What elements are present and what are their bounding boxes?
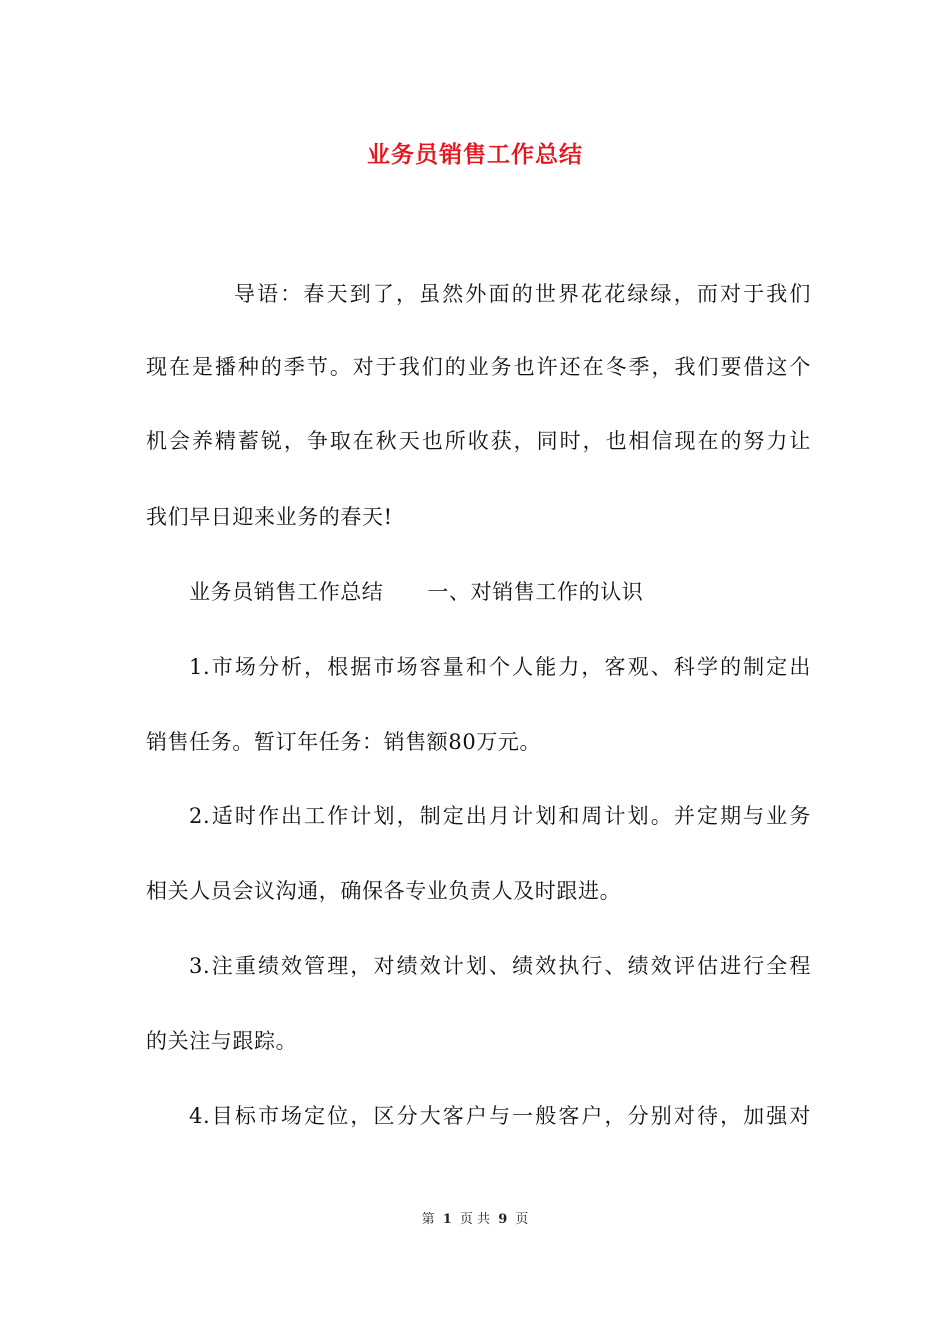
section-heading-left: 业务员销售工作总结 xyxy=(189,580,384,604)
paragraph-line: 现在是播种的季节。对于我们的业务也许还在冬季，我们要借这个 xyxy=(146,355,811,379)
paragraph-line: 2.适时作出工作计划，制定出月计划和周计划。并定期与业务 xyxy=(189,804,811,828)
footer-page-number: 1 xyxy=(442,1212,452,1227)
paragraph-line: 销售任务。暂订年任务：销售额80万元。 xyxy=(146,730,542,754)
footer-suffix: 页 xyxy=(515,1212,529,1227)
paragraph-line: 1.市场分析，根据市场容量和个人能力，客观、科学的制定出 xyxy=(189,655,811,679)
footer-prefix: 第 xyxy=(421,1212,435,1227)
paragraph-line: 相关人员会议沟通，确保各专业负责人及时跟进。 xyxy=(146,879,622,903)
footer-middle: 页 共 xyxy=(459,1212,491,1227)
page-footer xyxy=(0,1208,950,1227)
paragraph-line: 3.注重绩效管理，对绩效计划、绩效执行、绩效评估进行全程 xyxy=(189,954,811,978)
paragraph-line: 导语：春天到了，虽然外面的世界花花绿绿，而对于我们 xyxy=(234,282,811,306)
section-heading xyxy=(189,577,854,607)
section-heading-right: 一、对销售工作的认识 xyxy=(427,580,644,604)
paragraph-line: 我们早日迎来业务的春天! xyxy=(146,505,393,529)
paragraph-line: 机会养精蓄锐，争取在秋天也所收获，同时，也相信现在的努力让 xyxy=(146,429,811,453)
footer-total-pages: 9 xyxy=(498,1212,508,1227)
paragraph-line: 4.目标市场定位，区分大客户与一般客户，分别对待，加强对 xyxy=(189,1104,811,1128)
paragraph-line: 的关注与跟踪。 xyxy=(146,1029,298,1053)
document-title: 业务员销售工作总结 xyxy=(367,142,583,168)
